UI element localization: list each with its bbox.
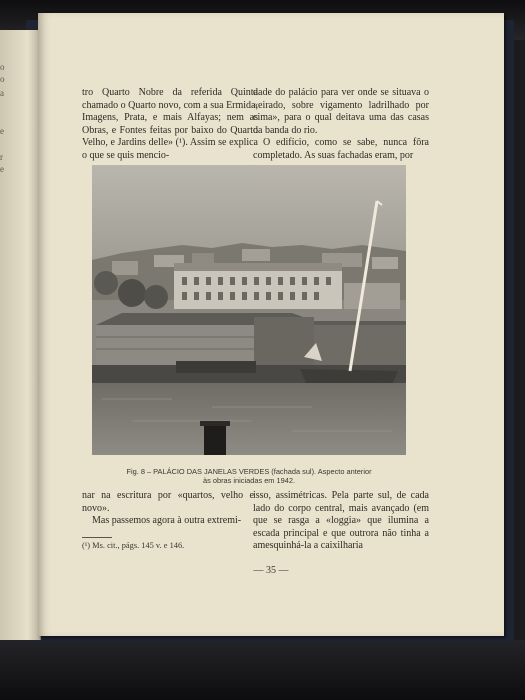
paragraph: O edifício, como se sabe, nunca fôra completado. As suas fachadas eram, por	[253, 137, 429, 161]
book-page	[38, 13, 504, 636]
figure-photo-palace	[92, 165, 406, 455]
paragraph: tro Quarto Nobre da referida Quinta chamado o Quarto novo, com a sua Ermida, Imagens, Prata, e mais Alfayas; nem as Obras, e Fontes feitas por baixo do Quarto Velho, e Jardins delle» (¹). Assim se explica o que se quis mencio-	[82, 87, 258, 161]
paragraph: nar na escritura por «quartos, velho e novo».	[82, 490, 254, 514]
paragraph: dade do palácio para ver onde se situava o «eirado, sobre vigamento ladrilhado por cima», para o qual deitava uma das casas da banda do rio.	[253, 87, 429, 136]
background-bottom	[0, 640, 525, 700]
palace-photo-illustration	[92, 165, 406, 455]
paragraph: isso, assimétricas. Pela parte sul, de cada lado do corpo central, mais avançado (em que se rasga a «loggia» que ilumina a escada principal e que outrora não tinha a amesquinhá-la a caixilharia	[253, 490, 429, 552]
page-number: — 35 —	[253, 565, 289, 576]
footnote-rule	[82, 537, 112, 538]
caption-line: Fig. 8 – PALÁCIO DAS JANELAS VERDES (fachada sul). Aspecto anterior	[126, 467, 372, 476]
left-page-mark: o	[0, 74, 5, 84]
footnote: (¹) Ms. cit., págs. 145 v. e 146.	[82, 541, 185, 550]
text-column-bottom-left	[82, 490, 254, 528]
left-page-mark: e	[0, 126, 4, 136]
text-column-top-left	[82, 87, 258, 163]
left-page-mark: e	[0, 164, 4, 174]
left-page-mark: o	[0, 62, 5, 72]
left-page-mark: r	[0, 152, 3, 162]
paragraph: Mas passemos agora à outra extremi-	[92, 515, 242, 527]
text-column-top-right	[253, 87, 429, 163]
left-page-edge	[0, 30, 41, 640]
caption-line: às obras iniciadas em 1942.	[202, 476, 296, 485]
left-page-mark: a	[0, 88, 4, 98]
text-column-bottom-right	[253, 490, 429, 553]
figure-caption	[92, 467, 406, 485]
